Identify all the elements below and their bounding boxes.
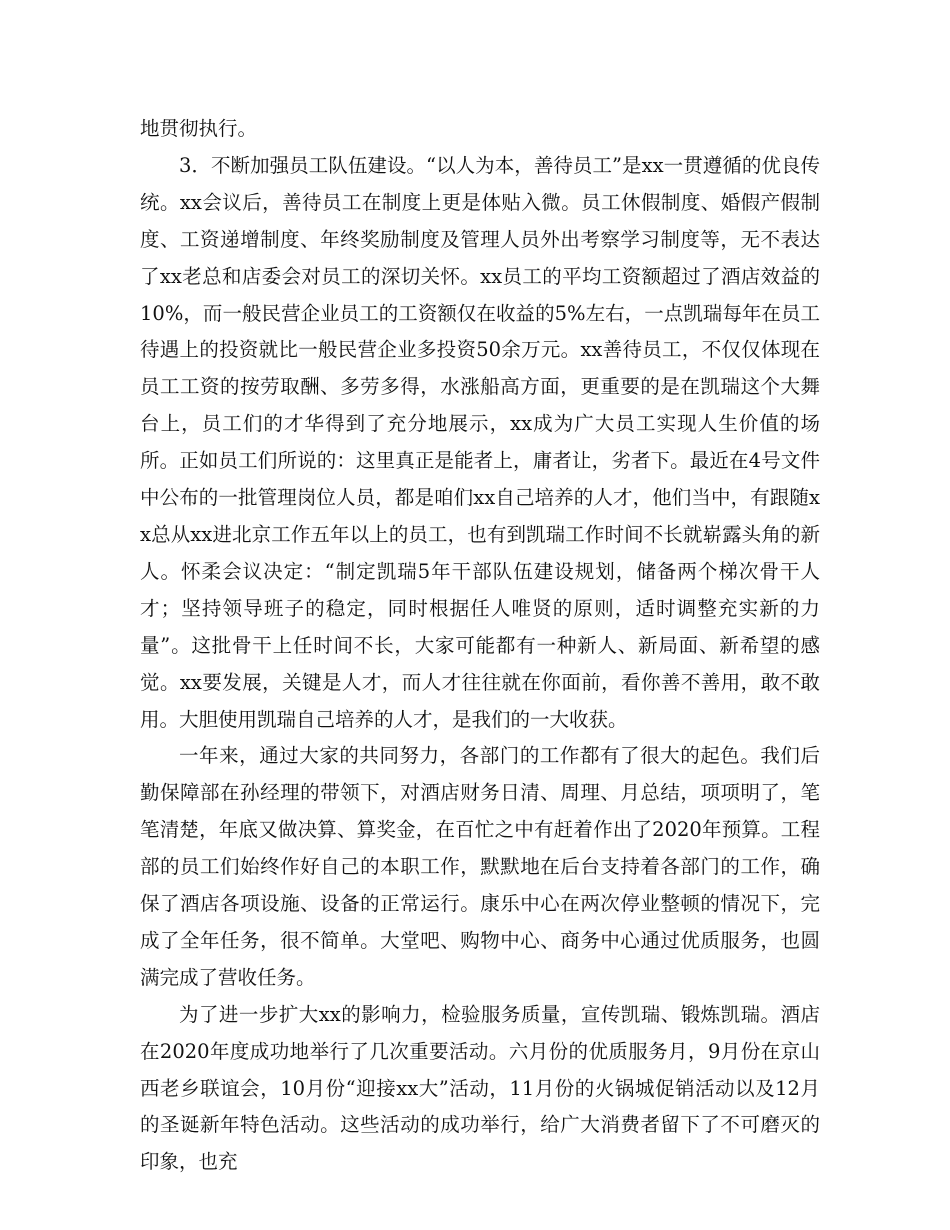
paragraph-continuation: 地贯彻执行。 (140, 117, 258, 140)
paragraph-staff-building: 3．不断加强员工队伍建设。“以人为本，善待员工”是xx一贯遵循的优良传统。xx会议后，善待员工在制度上更是体贴入微。员工休假制度、婚假产假制度、工资递增制度、年终奖励制度及管理人员外出考察学习制度等，无不表达了xx老总和店委会对员工的深切关怀。xx员工的平均工资额超过了酒店效益的10%，而一般民营企业员工的工资额仅在收益的5%左右，一点凯瑞每年在员工待遇上的投资就比一般民营企业多投资50余万元。xx善待员工，不仅仅体现在员工工资的按劳取酬、多劳多得，水涨船高方面，更重要的是在凯瑞这个大舞台上，员工们的才华得到了充分地展示，xx成为广大员工实现人生价值的场所。正如员工们所说的：这里真正是能者上，庸者让，劣者下。最近在4号文件中公布的一批管理岗位人员，都是咱们xx自己培养的人才，他们当中，有跟随xx总从xx进北京工作五年以上的员工，也有到凯瑞工作时间不长就崭露头角的新人。怀柔会议决定：“制定凯瑞5年干部队伍建设规划，储备两个梯次骨干人才；坚持领导班子的稳定，同时根据任人唯贤的原则，适时调整充实新的力量”。这批骨干上任时间不长，大家可能都有一种新人、新局面、新希望的感觉。xx要发展，关键是人才，而人才往往就在你面前，看你善不善用，敢不敢用。大胆使用凯瑞自己培养的人才，是我们的一大收获。 (140, 153, 820, 731)
document-body (140, 111, 820, 1181)
paragraph-activities: 为了进一步扩大xx的影响力，检验服务质量，宣传凯瑞、锻炼凯瑞。酒店在2020年度成功地举行了几次重要活动。六月份的优质服务月，9月份在京山西老乡联谊会，10月份“迎接xx大”活动，11月份的火锅城促销活动以及12月的圣诞新年特色活动。这些活动的成功举行，给广大消费者留下了不可磨灭的印象，也充 (140, 1002, 820, 1174)
paragraph-department-work: 一年来，通过大家的共同努力，各部门的工作都有了很大的起色。我们后勤保障部在孙经理的带领下，对酒店财务日清、周理、月总结，项项明了，笔笔清楚，年底又做决算、算奖金，在百忙之中有赶着作出了2020年预算。工程部的员工们始终作好自己的本职工作，默默地在后台支持着各部门的工作，确保了酒店各项设施、设备的正常运行。康乐中心在两次停业整顿的情况下，完成了全年任务，很不简单。大堂吧、购物中心、商务中心通过优质服务，也圆满完成了营收任务。 (140, 744, 820, 989)
